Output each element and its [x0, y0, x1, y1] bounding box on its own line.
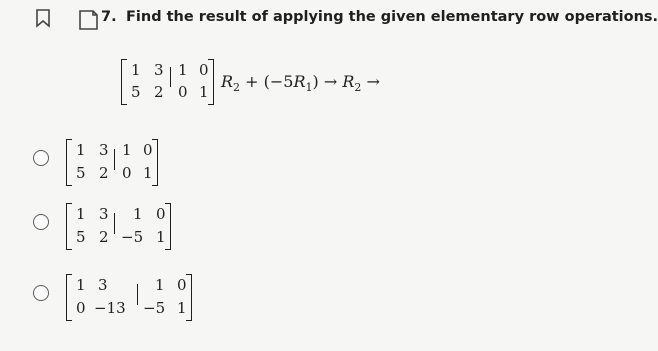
- augment-bar: [170, 67, 171, 87]
- matrix-cell: 0: [199, 61, 209, 79]
- matrix-cell: 2: [154, 83, 164, 101]
- option-1-matrix: 1 3 5 2 1 0 0 1: [66, 139, 158, 186]
- option-3-radio[interactable]: [33, 285, 49, 301]
- question-text: Find the result of applying the given elementary row operations.: [126, 9, 658, 25]
- matrix-cell: 5: [131, 83, 141, 101]
- given-matrix: [121, 59, 214, 105]
- right-bracket: [208, 59, 214, 105]
- left-bracket: [121, 59, 127, 105]
- matrix-cell: 3: [154, 61, 164, 79]
- option-3-matrix: 1 3 0 −13 1 0 −5 1: [66, 274, 192, 321]
- matrix-cell: 1: [199, 83, 209, 101]
- flag-icon[interactable]: [77, 9, 99, 31]
- option-2-radio[interactable]: [33, 214, 49, 230]
- option-2-matrix: 1 3 5 2 1 0 −5 1: [66, 203, 171, 250]
- matrix-cell: 0: [178, 83, 188, 101]
- option-1-radio[interactable]: [33, 150, 49, 166]
- bookmark-icon[interactable]: [33, 8, 53, 28]
- row-operation: $R_2 + (-5R_1) \to R_2$ →: [221, 72, 380, 95]
- matrix-cell: 1: [131, 61, 141, 79]
- question-number: 7.: [101, 9, 117, 25]
- matrix-cell: 1: [178, 61, 188, 79]
